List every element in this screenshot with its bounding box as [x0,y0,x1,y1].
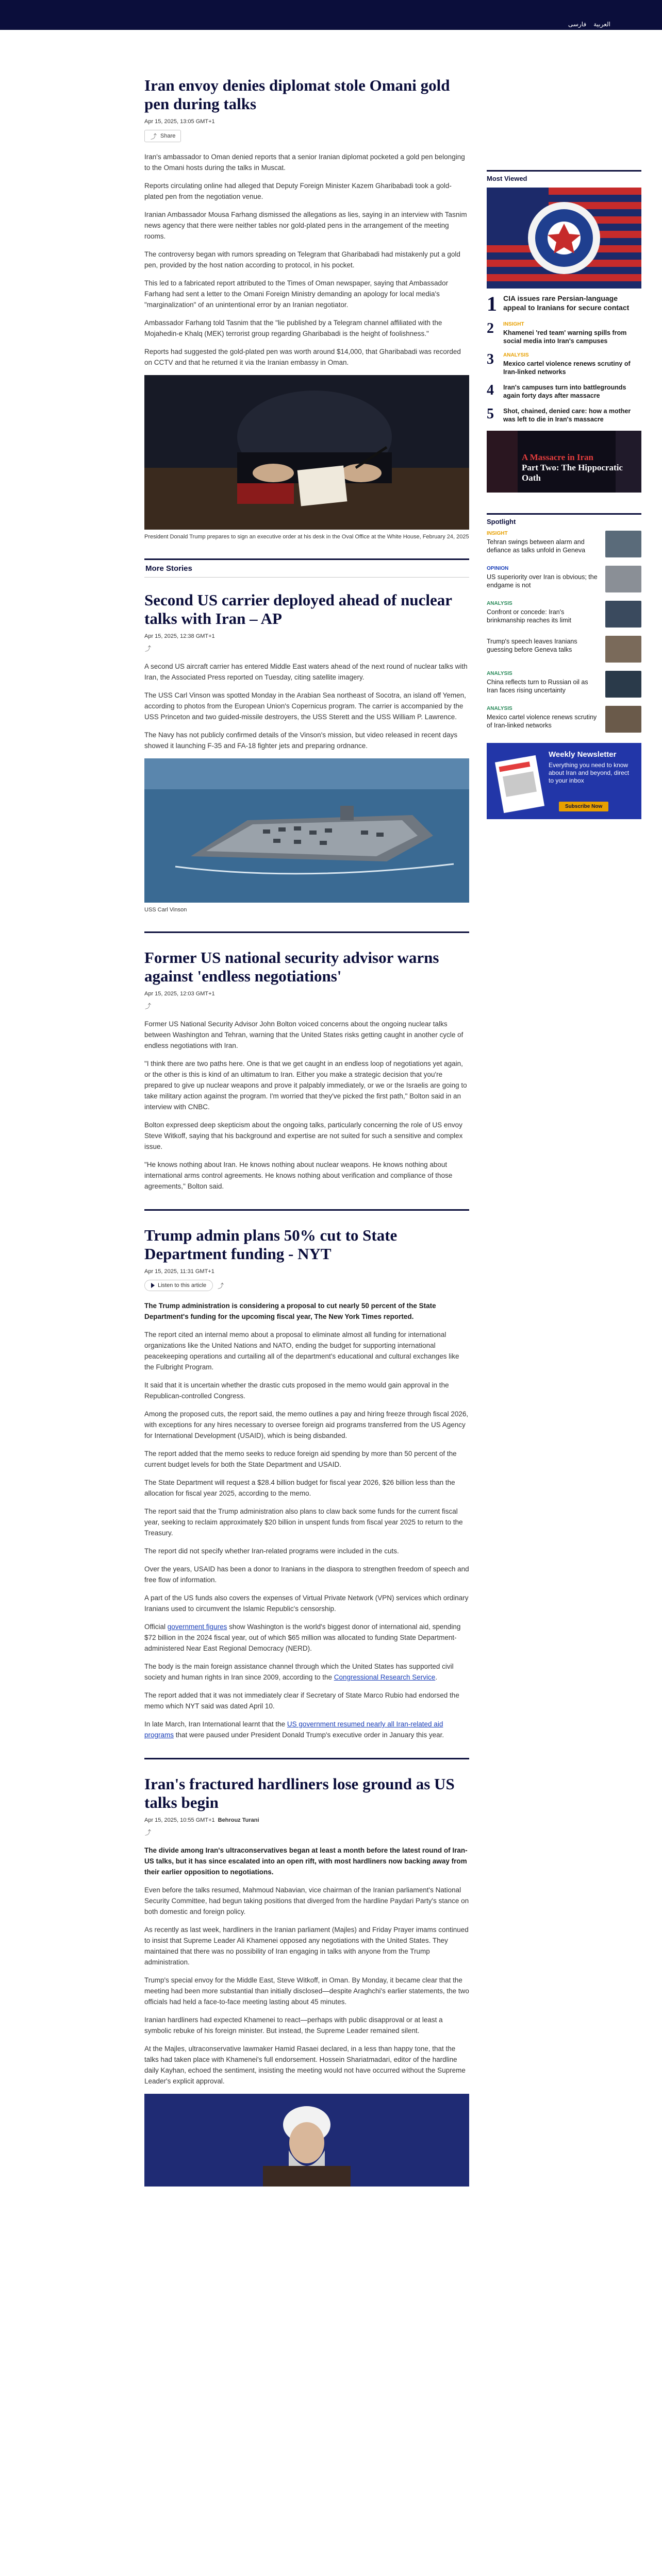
most-viewed-item[interactable] [487,407,641,423]
most-viewed-title: Mexico cartel violence renews scrutiny of Iran-linked networks [503,360,631,376]
rank-number: 4 [487,382,494,398]
article-paragraph: The report cited an internal memo about a proposal to eliminate almost all funding for international organizations like the United Nations and NATO, ending the budget for supporting international peacekeeping operations and curtailing all of the department's educational and cultural exchanges like the Fulbright Program. [144,1331,459,1371]
lang-arabic[interactable]: العربية [593,21,610,28]
spotlight-item[interactable] [487,636,641,663]
article-paragraph: Bolton expressed deep skepticism about the ongoing talks, particularly concerning the role of US envoy Steve Witkoff, saying that his background and expertise are not suited for such a sensitive and complex issue. [144,1121,463,1150]
article-paragraph: The Navy has not publicly confirmed details of the Vinson's mission, but video released in recent days showed it launching F-35 and FA-18 fighter jets and preparing ordnance. [144,731,458,750]
newsletter-box [487,743,641,819]
article-paragraph: It said that it is uncertain whether the drastic cuts proposed in the memo would gain approval in the Republican-controlled Congress. [144,1381,449,1400]
section-divider [144,1209,469,1211]
spotlight-thumbnail [605,601,641,628]
article-title[interactable]: Second US carrier deployed ahead of nuclear talks with Iran – AP [144,591,452,628]
article-paragraph: Reports had suggested the gold-plated pen was worth around $14,000, that Gharibabadi was recorded on CCTV and that he returned it via the Iranian embassy in Oman. [144,348,461,366]
article-paragraph: The State Department will request a $28.4 billion budget for fiscal year 2026, $26 billion less than the allocation for fiscal year 2025, according to the memo. [144,1479,455,1497]
most-viewed-title: Shot, chained, denied care: how a mother was left to die in Iran's massacre [503,408,631,423]
article-paragraph: Former US National Security Advisor John Bolton voiced concerns about the ongoing nuclear talks between Washington and Tehran, warning that the United States risks getting caught in another cycle of endless negotiations with Iran. [144,1020,464,1049]
photo-cleric [144,2094,469,2187]
spotlight-thumbnail [605,566,641,592]
share-label: Share [160,133,176,139]
rank-number: 3 [487,351,494,367]
article-paragraph: A second US aircraft carrier has entered Middle East waters ahead of the next round of nuclear talks with Iran, the Associated Press reported on Tuesday, citing satellite imagery. [144,663,468,681]
newsletter-illustration [492,743,549,819]
more-stories-heading: More Stories [144,558,469,578]
most-viewed-item[interactable] [487,294,641,314]
article-date: Apr 15, 2025, 12:03 GMT+1 [144,991,215,997]
most-viewed-heading: Most Viewed [487,170,641,182]
most-viewed-title: CIA issues rare Persian-language appeal to Iranians for secure contact [503,294,630,312]
photo-illustration [144,2094,469,2187]
spotlight-item[interactable] [487,601,641,628]
article-date: Apr 15, 2025, 10:55 GMT+1 Behrouz Turani [144,1817,259,1823]
spotlight-item[interactable] [487,566,641,592]
article-paragraph: "He knows nothing about Iran. He knows nothing about nuclear weapons. He knows nothing about international arms control agreements. He knows nothing about verification and compliance of those agreements," Bolton said. [144,1161,453,1190]
article-paragraph: In late March, Iran International learnt that the US government resumed nearly all Iran-related aid programs that were paused under President Donald Trump's executive order in January this year. [144,1720,444,1739]
spotlight-item[interactable] [487,706,641,733]
spotlight-category: ANALYSIS [487,706,512,711]
article-paragraph: Ambassador Farhang told Tasnim that the "lie published by a Telegram channel affiliated with the Mojahedin-e Khalq (MEK) terrorist group regarding Gharibabadi is the height of foolishness." [144,319,442,337]
article-paragraph: As recently as last week, hardliners in the Iranian parliament (Majles) and Friday Prayer imams continued to insist that Supreme Leader Ali Khamenei opposed any negotiations with the United States. They maintained that there was no possibility of Iran engaging in talks with anyone from the Trump administration. [144,1926,469,1966]
most-viewed-title: Khamenei 'red team' warning spills from social media into Iran's campuses [503,329,627,345]
most-viewed-title: Iran's campuses turn into battlegrounds again forty days after massacre [503,384,626,399]
most-viewed-item[interactable] [487,352,641,376]
article-title[interactable]: Former US national security advisor warns against 'endless negotiations' [144,948,439,985]
photo-caption: USS Carl Vinson [144,907,187,913]
article-paragraph: The report added that the memo seeks to reduce foreign aid spending by more than 50 percent of the current budget levels for both the State Department and USAID. [144,1450,457,1468]
article-paragraph: The report did not specify whether Iran-related programs were included in the cuts. [144,1547,399,1555]
article-paragraph: The body is the main foreign assistance channel through which the United States has supported civil society and human rights in Iran since 2009, according to the Congressional Research Service. [144,1663,454,1681]
article-paragraph: The USS Carl Vinson was spotted Monday in the Arabian Sea northeast of Socotra, an island off Yemen, according to photos from the European Union's Copernicus program. The carrier is accompanied by the USS Princeton and two guided-missile destroyers, the USS Sterett and the USS William P. Lawrence. [144,691,466,721]
article-paragraph: Official government figures show Washington is the world's biggest donor of international aid, spending $72 billion in the 2024 fiscal year, out of which $65 million was allocated to funding State Department-administered Near East Regional Democracy (NERD). [144,1623,461,1652]
article-paragraph: Iranian hardliners had expected Khamenei to react—perhaps with public disapproval or at least a symbolic rebuke of his foreign minister. But instead, the Supreme Leader remained silent. [144,2016,443,2035]
spotlight-thumbnail [605,636,641,663]
article-paragraph: Iranian Ambassador Mousa Farhang dismissed the allegations as lies, saying in an interview with Tasnim news agency that there were neither tables nor gold-plated pens in the arrangement of the meeting rooms. [144,211,467,240]
article-title[interactable]: Iran's fractured hardliners lose ground as US talks begin [144,1775,455,1811]
article-paragraph: A part of the US funds also covers the expenses of Virtual Private Network (VPN) services which ordinary Iranians used to circumvent the Islamic Republic's censorship. [144,1594,469,1613]
massacre-series-banner[interactable] [487,431,641,493]
lang-farsi[interactable]: فارسی [568,21,587,28]
photo-caption: President Donald Trump prepares to sign an executive order at his desk in the Oval Office at the White House, February 24, 2025 [144,534,469,540]
spotlight-item[interactable] [487,671,641,698]
play-icon [151,1283,155,1288]
article-lead: The divide among Iran's ultraconservatives began at least a month before the latest round of Iran-US talks, but it has since escalated into an open rift, with most hardliners now backing away from their earlier opposition to negotiations. [144,1846,468,1876]
spotlight-category: ANALYSIS [487,601,512,606]
article-paragraph: Even before the talks resumed, Mahmoud Nabavian, vice chairman of the Iranian parliament's National Security Committee, had begun taking positions that diverged from the hardline Paydari Party's stance on both domestic and foreign policy. [144,1886,469,1916]
crs-link[interactable]: Congressional Research Service [334,1673,436,1681]
spotlight-title: Tehran swings between alarm and defiance as talks unfold in Geneva [487,538,586,554]
spotlight-thumbnail [605,706,641,733]
listen-label: Listen to this article [158,1282,207,1289]
article-date: Apr 15, 2025, 13:05 GMT+1 [144,118,215,125]
spotlight-thumbnail [605,671,641,698]
aid-programs-link[interactable]: US government resumed nearly all Iran-related aid programs [144,1720,443,1739]
article-paragraph: The report added that it was not immediately clear if Secretary of State Marco Rubio had endorsed the memo which NYT said was dated April 10. [144,1691,459,1710]
article-bolton [144,948,469,1192]
spotlight-title: Confront or concede: Iran's brinkmanship reaches its limit [487,608,571,624]
most-viewed-item[interactable] [487,383,641,400]
article-date: Apr 15, 2025, 12:38 GMT+1 [144,633,215,639]
share-icon: ⤴ [150,132,157,140]
article-author[interactable]: Behrouz Turani [218,1817,259,1823]
article-us-carrier [144,591,469,914]
photo-illustration [144,375,469,530]
article-date: Apr 15, 2025, 11:31 GMT+1 [144,1268,214,1275]
top-bar [0,0,662,30]
share-icon[interactable]: ⤴ [144,1828,151,1836]
article-lead: The Trump administration is considering a proposal to cut nearly 50 percent of the State Department's funding for the upcoming fiscal year, The New York Times reported. [144,1302,436,1320]
spotlight-list [487,531,641,733]
most-viewed-hero-image[interactable] [487,188,641,289]
article-hardliners [144,1775,469,2187]
spotlight-thumbnail [605,531,641,557]
share-icon[interactable]: ⤴ [144,1002,151,1010]
article-paragraph: Reports circulating online had alleged that Deputy Foreign Minister Kazem Gharibabadi took a gold-plated pen from the negotiation venue. [144,182,452,200]
rank-number: 5 [487,406,494,422]
newsletter-subtitle: Everything you need to know about Iran and beyond, direct to your inbox [549,761,630,784]
section-divider [144,931,469,933]
article-paragraph: At the Majles, ultraconservative lawmaker Hamid Rasaei declared, in a less than happy tone, that the talks had taken place with Khamenei's full endorsement. Hossein Shariatmadari, editor of the hardline daily Kayhan, echoed the sentiment, insisting the meeting would not have occurred without the Supreme Leader's explicit approval. [144,2045,466,2085]
article-paragraph: The report said that the Trump administration also plans to claw back some funds for the current fiscal year, seeking to reclaim approximately $20 billion in unspent funds from fiscal year 2025 to return to the Treasury. [144,1507,463,1537]
subscribe-button[interactable]: Subscribe Now [559,802,608,811]
share-icon[interactable]: ⤴ [218,1282,224,1290]
spotlight-category: OPINION [487,566,509,571]
article-state-dept-cuts [144,1226,469,1740]
language-switcher [568,19,610,30]
banner-title: A Massacre in Iran Part Two: The Hippocratic Oath [522,452,623,483]
spotlight-item[interactable] [487,531,641,557]
spotlight-category: ANALYSIS [487,671,512,676]
most-viewed-category: ANALYSIS [503,352,529,358]
spotlight-title: Mexico cartel violence renews scrutiny of Iran-linked networks [487,714,597,729]
photo-illustration [144,758,469,903]
rank-number: 1 [487,292,497,315]
article-paragraph: Among the proposed cuts, the report said, the memo outlines a pay and hiring freeze through fiscal 2026, with exceptions for any hires necessary to oversee foreign aid programs transferred from the US Agency for International Development (USAID), which is being disbanded. [144,1410,469,1439]
rank-number: 2 [487,320,494,336]
photo-carrier [144,758,469,903]
section-divider [144,1758,469,1759]
spotlight-category: INSIGHT [487,531,508,536]
cia-seal-image [487,188,641,289]
spotlight-title: Trump's speech leaves Iranians guessing before Geneva talks [487,638,577,653]
spotlight-title: China reflects turn to Russian oil as Iran faces rising uncertainty [487,679,588,694]
photo-trump-signing [144,375,469,530]
article-paragraph: "I think there are two paths here. One is that we get caught in an endless loop of negotiations yet again, or the other is this is kind of an ultimatum to Iran. Either you make a strategic decision that you're prepared to give up nuclear weapons and prove it palpably immediately, or we or the Israelis are going to take military action against the program. I'm worried that they've picked the first path," Bolton said in an interview with CNBC. [144,1060,467,1111]
main-column [144,76,469,2204]
sidebar [487,170,641,819]
most-viewed-category: INSIGHT [503,321,524,327]
most-viewed-item[interactable] [487,321,641,345]
spotlight-title: US superiority over Iran is obvious; the endgame is not [487,573,598,589]
spotlight-heading: Spotlight [487,513,641,526]
article-paragraph: This led to a fabricated report attributed to the Times of Oman newspaper, saying that Ambassador Farhang had sent a letter to the Omani Foreign Ministry demanding an apology for local media's "marginalization" of an unintentional error by an Iranian negotiator. [144,279,449,309]
article-paragraph: The controversy began with rumors spreading on Telegram that Gharibabadi had mistakenly put a gold pen, provided by the host nation according to protocol, in his pocket. [144,250,460,269]
article-gold-pen [144,76,469,541]
share-button[interactable] [144,130,181,142]
newsletter-title: Weekly Newsletter [549,750,617,759]
article-paragraph: Trump's special envoy for the Middle East, Steve Witkoff, in Oman. By Monday, it became clear that the meeting had been more substantial than initially disclosed—despite Araghchi's earlier statements, the two officials had held a face-to-face meeting lasting about 45 minutes. [144,1976,469,2006]
listen-button[interactable] [144,1280,213,1291]
government-figures-link[interactable]: government figures [167,1623,227,1631]
article-paragraph: Iran's ambassador to Oman denied reports that a senior Iranian diplomat pocketed a gold pen belonging to the Omani hosts during the talks in Muscat. [144,153,465,172]
article-title[interactable]: Iran envoy denies diplomat stole Omani gold pen during talks [144,76,450,113]
share-icon[interactable]: ⤴ [144,645,151,652]
article-paragraph: Over the years, USAID has been a donor to Iranians in the diaspora to strengthen freedom of speech and free flow of information. [144,1565,469,1584]
article-title[interactable]: Trump admin plans 50% cut to State Department funding - NYT [144,1226,398,1263]
